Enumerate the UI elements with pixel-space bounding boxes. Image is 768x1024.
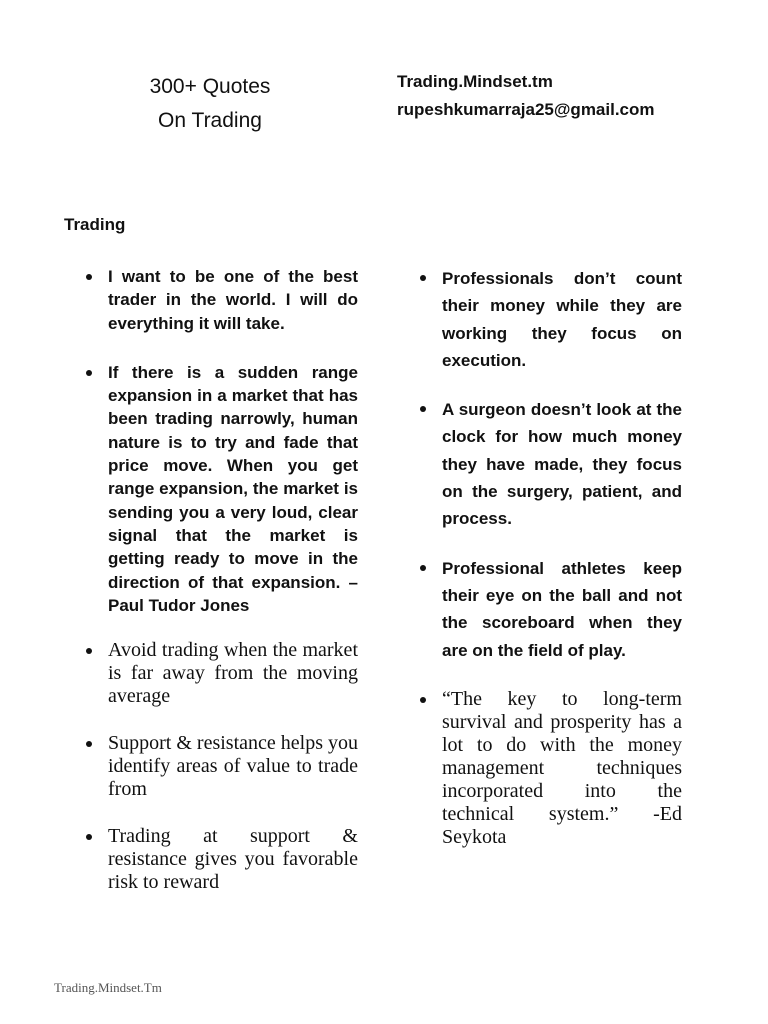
quote-item: Avoid trading when the market is far away from the moving average (108, 639, 358, 708)
email-address: rupeshkumarraja25@gmail.com (397, 100, 655, 119)
title-line-2: On Trading (158, 109, 262, 132)
quote-item: If there is a sudden range expansion in a market that has been trading narrowly, human nature is to try and fade that price move. When you get range expansion, the market is sending you a very loud, clear signal that the market is getting ready to move in the direction of that expansion. – Paul Tudor Jones (108, 361, 358, 617)
quote-item: Professionals don’t count their money while they are working they focus on execution. (442, 265, 682, 374)
section-heading: Trading (64, 215, 126, 234)
brand-name: Trading.Mindset.tm (397, 72, 553, 91)
quote-item: Support & resistance helps you identify areas of value to trade from (108, 732, 358, 801)
quote-item: “The key to long-term survival and prosperity has a lot to do with the money management techniques incorporated into the technical system.” -Ed Seykota (442, 687, 682, 848)
quote-item: Professional athletes keep their eye on the ball and not the scoreboard when they are on the field of play. (442, 555, 682, 664)
quote-item: Trading at support & resistance gives you favorable risk to reward (108, 825, 358, 894)
document-title (110, 70, 310, 138)
page-footer: Trading.Mindset.Tm (54, 980, 162, 995)
quote-item: I want to be one of the best trader in the world. I will do everything it will take. (108, 265, 358, 335)
title-line-1: 300+ Quotes (149, 75, 271, 98)
quotes-column-right (442, 265, 682, 849)
quotes-column-left (108, 265, 358, 894)
quote-item: A surgeon doesn’t look at the clock for how much money they have made, they focus on the surgery, patient, and process. (442, 396, 682, 532)
contact-block (397, 68, 655, 124)
